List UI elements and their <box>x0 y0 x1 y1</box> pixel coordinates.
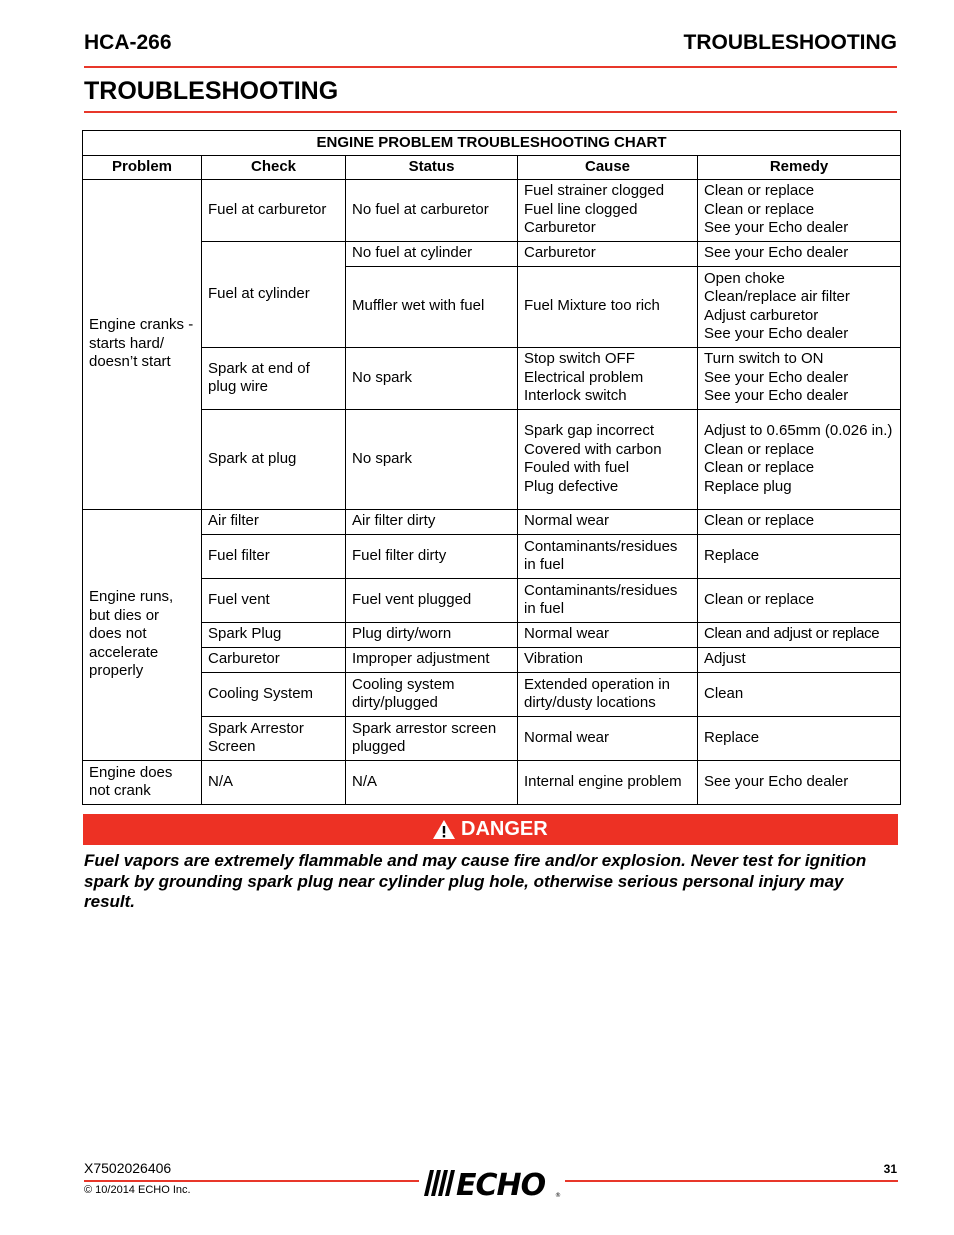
table-caption: ENGINE PROBLEM TROUBLESHOOTING CHART <box>83 131 901 156</box>
warning-triangle-icon <box>432 819 456 840</box>
svg-text:ECHO: ECHO <box>456 1168 546 1202</box>
danger-banner <box>83 814 898 845</box>
remedy-cell: See your Echo dealer <box>698 241 901 266</box>
cause-cell: Spark gap incorrect Covered with carbon Fouled with fuel Plug defective <box>518 409 698 509</box>
status-cell: No spark <box>346 409 518 509</box>
check-cell: Spark at end of plug wire <box>202 347 346 409</box>
remedy-cell: Replace <box>698 534 901 578</box>
page-header <box>84 28 897 68</box>
document-code: X7502026406 <box>84 1160 172 1176</box>
footer-rule-right <box>565 1180 898 1182</box>
table-row <box>83 622 901 647</box>
cause-cell: Contaminants/residues in fuel <box>518 534 698 578</box>
page-title: TROUBLESHOOTING <box>84 75 897 113</box>
cause-cell: Extended operation in dirty/dusty locations <box>518 672 698 716</box>
table-row <box>83 760 901 804</box>
remedy-cell: Clean and adjust or replace <box>698 622 901 647</box>
remedy-cell: Clean or replace Clean or replace See your Echo dealer <box>698 179 901 241</box>
problem-cell: Engine runs, but dies or does not accelerate properly <box>83 509 202 760</box>
check-cell: Spark Arrestor Screen <box>202 716 346 760</box>
check-cell: Air filter <box>202 509 346 534</box>
status-cell: Air filter dirty <box>346 509 518 534</box>
table-row <box>83 347 901 409</box>
cause-cell: Fuel Mixture too rich <box>518 266 698 347</box>
cause-cell: Fuel strainer clogged Fuel line clogged Carburetor <box>518 179 698 241</box>
problem-cell: Engine cranks - starts hard/ doesn’t start <box>83 179 202 509</box>
cause-cell: Contaminants/residues in fuel <box>518 578 698 622</box>
remedy-cell: Replace <box>698 716 901 760</box>
remedy-cell: Clean or replace <box>698 509 901 534</box>
status-cell: Fuel vent plugged <box>346 578 518 622</box>
check-cell: Spark Plug <box>202 622 346 647</box>
status-cell: Improper adjustment <box>346 647 518 672</box>
cause-cell: Carburetor <box>518 241 698 266</box>
status-cell: Muffler wet with fuel <box>346 266 518 347</box>
table-row <box>83 716 901 760</box>
status-cell: Cooling system dirty/plugged <box>346 672 518 716</box>
cause-cell: Normal wear <box>518 509 698 534</box>
column-header: Check <box>202 156 346 180</box>
cause-cell: Normal wear <box>518 716 698 760</box>
table-row <box>83 647 901 672</box>
table-row <box>83 241 901 266</box>
status-cell: Spark arrestor screen plugged <box>346 716 518 760</box>
status-cell: No fuel at carburetor <box>346 179 518 241</box>
danger-message: Fuel vapors are extremely flammable and may cause fire and/or explosion. Never test for ignition spark by grounding spark plug near cylinder plug hole, otherwise serious personal injury may result. <box>84 851 867 911</box>
table-row <box>83 509 901 534</box>
cause-cell: Stop switch OFF Electrical problem Interlock switch <box>518 347 698 409</box>
check-cell: Fuel filter <box>202 534 346 578</box>
danger-label: DANGER <box>461 818 548 840</box>
model-name: HCA-266 <box>84 31 172 54</box>
table-row <box>83 672 901 716</box>
section-name: TROUBLESHOOTING <box>683 31 897 54</box>
svg-text:®: ® <box>555 1192 561 1199</box>
column-header: Remedy <box>698 156 901 180</box>
status-cell: No spark <box>346 347 518 409</box>
status-cell: Fuel filter dirty <box>346 534 518 578</box>
check-cell: N/A <box>202 760 346 804</box>
table-row <box>83 578 901 622</box>
cause-cell: Internal engine problem <box>518 760 698 804</box>
check-cell: Cooling System <box>202 672 346 716</box>
table-row <box>83 534 901 578</box>
problem-cell: Engine does not crank <box>83 760 202 804</box>
table-header-row <box>83 156 901 180</box>
table-row <box>83 179 901 241</box>
echo-logo <box>420 1164 565 1202</box>
remedy-cell: Clean <box>698 672 901 716</box>
check-cell: Carburetor <box>202 647 346 672</box>
status-cell: Plug dirty/worn <box>346 622 518 647</box>
check-cell: Fuel at carburetor <box>202 179 346 241</box>
column-header: Problem <box>83 156 202 180</box>
footer-rule-left <box>84 1180 419 1182</box>
check-cell: Fuel vent <box>202 578 346 622</box>
cause-cell: Normal wear <box>518 622 698 647</box>
remedy-cell: Open choke Clean/replace air filter Adjust carburetor See your Echo dealer <box>698 266 901 347</box>
copyright: © 10/2014 ECHO Inc. <box>84 1184 191 1196</box>
page-number: 31 <box>883 1162 897 1176</box>
column-header: Cause <box>518 156 698 180</box>
cause-cell: Vibration <box>518 647 698 672</box>
troubleshooting-table <box>82 130 901 805</box>
remedy-cell: See your Echo dealer <box>698 760 901 804</box>
remedy-cell: Turn switch to ON See your Echo dealer See your Echo dealer <box>698 347 901 409</box>
status-cell: N/A <box>346 760 518 804</box>
check-cell: Spark at plug <box>202 409 346 509</box>
table-row <box>83 409 901 509</box>
check-cell: Fuel at cylinder <box>202 241 346 347</box>
remedy-cell: Adjust <box>698 647 901 672</box>
remedy-cell: Clean or replace <box>698 578 901 622</box>
status-cell: No fuel at cylinder <box>346 241 518 266</box>
column-header: Status <box>346 156 518 180</box>
remedy-cell: Adjust to 0.65mm (0.026 in.) Clean or replace Clean or replace Replace plug <box>698 409 901 509</box>
